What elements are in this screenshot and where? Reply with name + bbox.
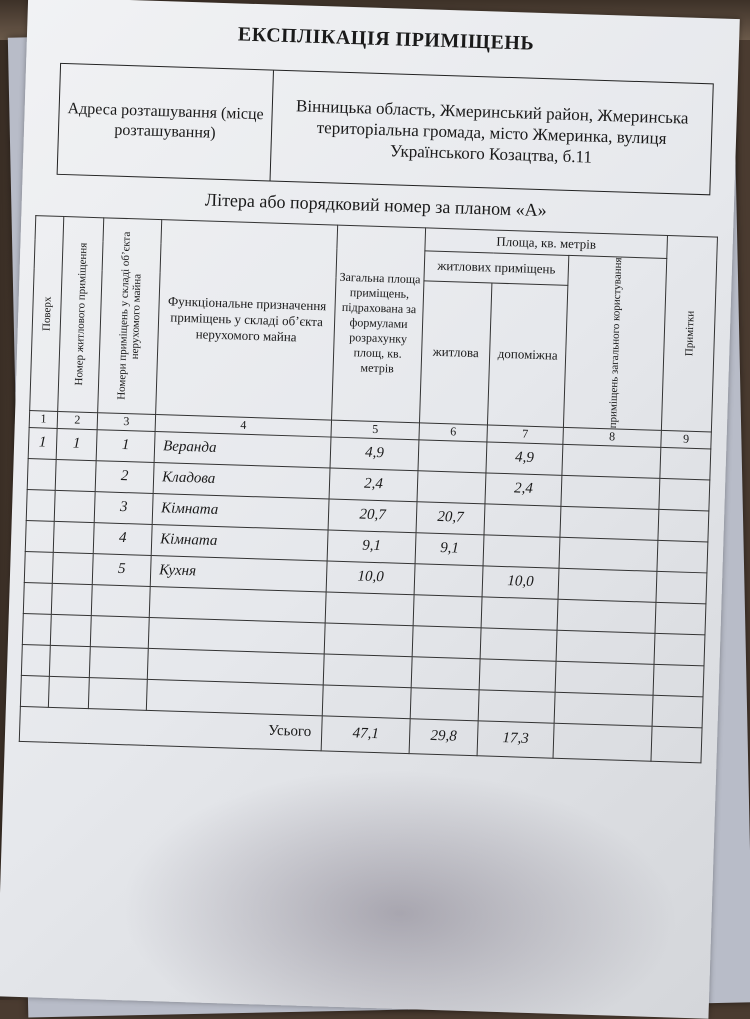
header-auxiliary: допоміжна — [487, 283, 567, 428]
cell-floor — [27, 458, 56, 490]
address-label: Адреса розташування (місце розташування) — [58, 64, 274, 181]
cell-living: 9,1 — [415, 533, 484, 566]
header-floor: Поверх — [30, 216, 64, 412]
cell-function: Кухня — [150, 555, 327, 592]
header-function: Функціональне призначення приміщень у складі об’єкта нерухомого майна — [156, 220, 338, 420]
cell-total: 10,0 — [326, 561, 415, 595]
cell-common — [562, 444, 661, 478]
cell-room: 4 — [93, 523, 152, 556]
cell-floor — [26, 489, 55, 521]
cell-notes — [656, 571, 707, 604]
total-area: 47,1 — [321, 716, 410, 754]
address-box — [57, 63, 714, 195]
header-residential: житлових приміщень — [424, 251, 569, 285]
cell-function: Кімната — [152, 493, 329, 530]
cell-apartment — [52, 552, 93, 584]
cell-total: 9,1 — [327, 530, 416, 564]
cell-floor — [24, 551, 53, 583]
cell-auxiliary — [484, 504, 561, 537]
cell-common — [559, 537, 658, 571]
col-number: 1 — [29, 410, 58, 428]
cell-function: Кладова — [153, 462, 330, 499]
cell-living: 20,7 — [416, 502, 485, 535]
address-value: Вінницька область, Жмеринський район, Жмеринська територіальна громада, місто Жмеринка, вулиця Українського Козацтва, б.11 — [295, 95, 689, 167]
cell-total: 4,9 — [330, 437, 419, 471]
col-number: 9 — [661, 430, 712, 449]
cell-room: 3 — [94, 492, 153, 525]
header-total-area: Загальна площа приміщень, підрахована за формулами розрахунку площ, кв. метрів — [332, 225, 426, 423]
cell-auxiliary: 4,9 — [486, 442, 563, 475]
total-living: 29,8 — [409, 719, 478, 756]
cell-total: 2,4 — [329, 468, 418, 502]
cell-notes — [658, 509, 709, 542]
cell-common — [558, 568, 657, 602]
cell-auxiliary — [483, 535, 560, 568]
total-auxiliary: 17,3 — [477, 721, 554, 758]
rooms-table — [19, 215, 718, 763]
cell-auxiliary: 10,0 — [482, 566, 559, 599]
header-notes: Примітки — [661, 236, 717, 432]
header-area-group: Площа, кв. метрів — [425, 228, 668, 259]
cell-apartment — [53, 521, 94, 553]
cell-notes — [659, 478, 710, 511]
litera-line: Літера або порядковий номер за планом «А» — [204, 189, 547, 221]
cell-function: Веранда — [154, 431, 331, 468]
col-number: 3 — [97, 413, 156, 432]
cell-room: 2 — [95, 461, 154, 494]
cell-total: 20,7 — [328, 499, 417, 533]
total-notes — [651, 726, 702, 763]
col-number: 8 — [563, 427, 662, 447]
cell-common — [560, 506, 659, 540]
col-number: 2 — [57, 411, 98, 429]
cell-living — [414, 564, 483, 597]
cell-apartment: 1 — [56, 428, 97, 460]
cell-common — [561, 475, 660, 509]
header-apartment: Номер житлового приміщення — [58, 217, 104, 413]
cell-notes — [657, 540, 708, 573]
cell-room: 5 — [92, 554, 151, 587]
hand-shadow — [117, 760, 684, 1017]
cell-function: Кімната — [151, 524, 328, 561]
cell-living — [418, 440, 487, 473]
cell-apartment — [54, 490, 95, 522]
col-number: 7 — [487, 425, 563, 444]
col-number: 5 — [331, 420, 419, 440]
col-number: 4 — [155, 414, 331, 437]
header-common: приміщень загального користування — [563, 255, 666, 430]
header-room-numbers: Номери приміщень у складі об’єкта нерухомого майна — [98, 218, 162, 415]
cell-apartment — [55, 459, 96, 491]
col-number: 6 — [419, 423, 488, 442]
total-label: Усього — [19, 706, 322, 750]
cell-room: 1 — [96, 430, 155, 463]
document-title: ЕКСПЛІКАЦІЯ ПРИМІЩЕНЬ — [237, 23, 535, 55]
page-content — [9, 17, 731, 764]
total-common — [553, 723, 652, 761]
cell-auxiliary: 2,4 — [485, 473, 562, 506]
cell-floor: 1 — [28, 427, 57, 459]
cell-living — [417, 471, 486, 504]
header-living: житлова — [419, 280, 491, 424]
cell-floor — [25, 520, 54, 552]
cell-notes — [660, 447, 711, 480]
